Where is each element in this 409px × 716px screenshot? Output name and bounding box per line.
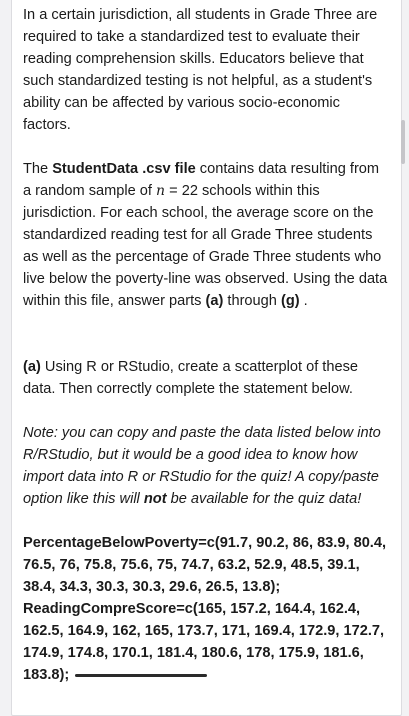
scrollbar-thumb[interactable] [401,120,405,164]
desc-text-2: contains data resulting from a random sample of [23,161,380,199]
part-a-ref: (a) [205,293,224,309]
sample-size-symbol: n [156,183,166,199]
poverty-data-line: PercentageBelowPoverty=c(91.7, 90.2, 86, 83.9, 80.4, 76.5, 76, 75.8, 75.6, 75, 74.7, 63.2, 52.9, 48.5, 39.1, 38.4, 34.3, 30.3, 30.3, 29.6, 26.5, 13.8); [23,535,387,595]
question-content [23,4,388,686]
sample-size-value: = 22 [165,183,198,199]
intro-paragraph [23,4,388,136]
note-paragraph [23,422,388,510]
desc-text-3: schools within this jurisdiction. For each school, the average score on the standardized reading test for all Grade Three students as well as the percentage of Grade Three students who live below the poverty-line was observed. Using the data within this file, answer parts [23,183,388,309]
part-g-ref: (g) [280,293,300,309]
part-a-label: (a) [23,359,41,375]
through-text: through [223,293,281,309]
part-a-text: Using R or RStudio, create a scatterplot of these data. Then correctly complete the statement below. [23,359,359,397]
note-text-2: be available for the quiz data! [166,491,362,507]
data-code-block [23,532,388,686]
intro-text: In a certain jurisdiction, all students in Grade Three are required to take a standardized test to evaluate their reading comprehension skills. Educators believe that such standardized testing is not helpful, as a student's ability can be affected by various socio-economic factors. [23,7,378,133]
part-a-question [23,356,388,400]
data-description-paragraph [23,158,388,312]
blank-underline [75,674,207,677]
note-not: not [143,491,167,507]
reading-data-line: ReadingCompreScore=c(165, 157.2, 164.4, 162.4, 162.5, 164.9, 162, 165, 173.7, 171, 169.4, 172.9, 172.7, 174.9, 174.8, 170.1, 181.4, 180.6, 178, 175.9, 181.6, 183.8); [23,601,385,683]
desc-text-1: The [23,161,53,177]
note-text-1: Note: you can copy and paste the data listed below into R/RStudio, but it would be a good idea to know how import data into R or RStudio for the quiz! A copy/paste option like this will [23,425,381,507]
file-name: StudentData .csv file [52,161,196,177]
desc-end: . [299,293,308,309]
